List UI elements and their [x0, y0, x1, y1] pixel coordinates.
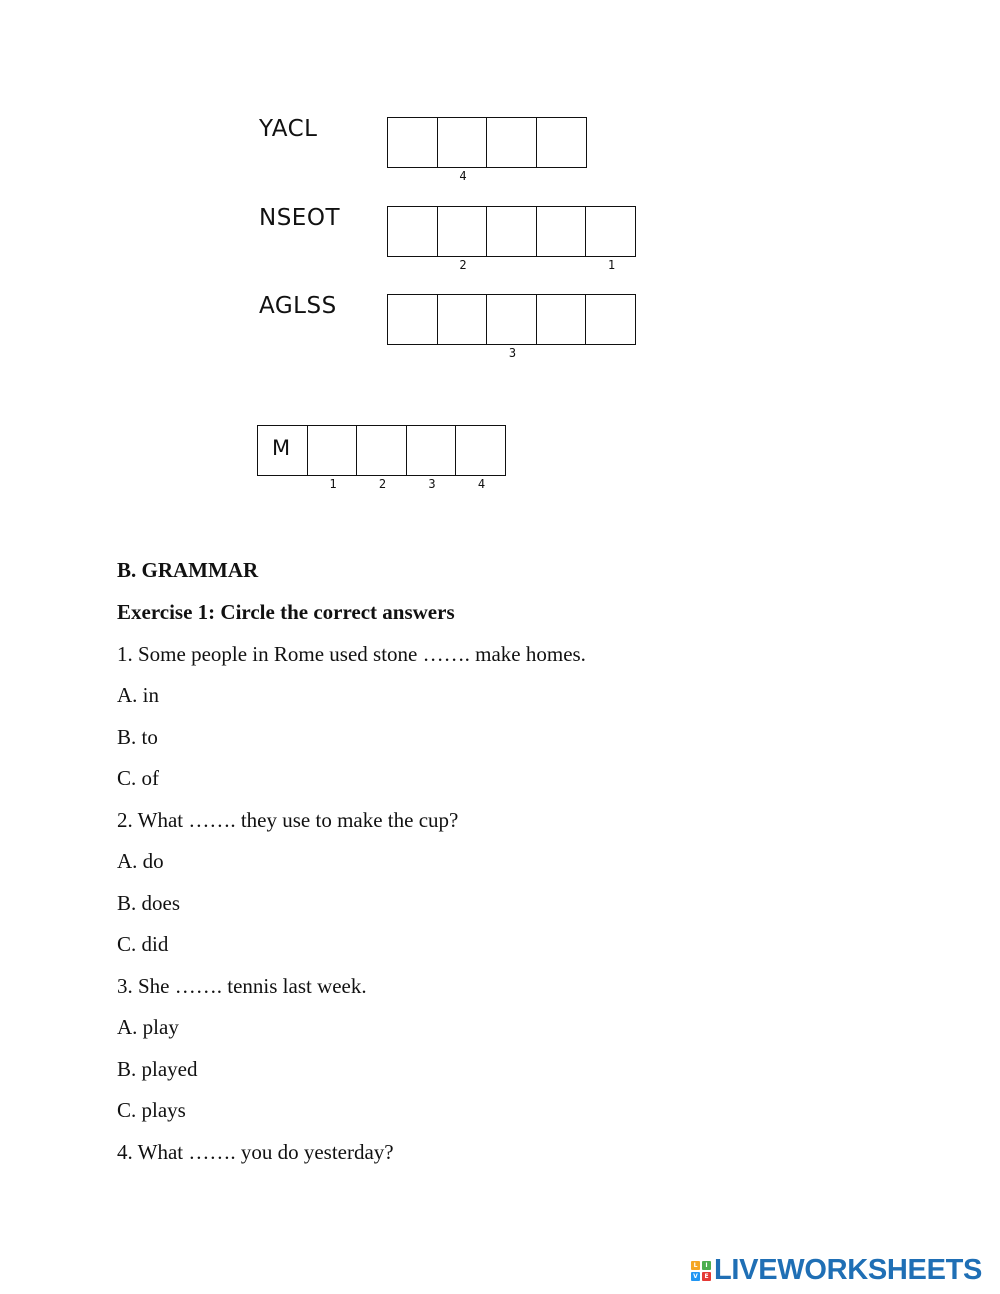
question-4: 4. What ……. you do yesterday? [117, 1140, 394, 1164]
puzzle-label-2: NSEOT [259, 205, 340, 231]
puzzle-label-1: YACL [259, 116, 318, 142]
letter-box[interactable] [486, 206, 537, 257]
exercise-title: Exercise 1: Circle the correct answers [117, 600, 455, 624]
logo-tile: V [691, 1272, 700, 1281]
option-1c[interactable]: C. of [117, 766, 159, 790]
question-3: 3. She ……. tennis last week. [117, 974, 367, 998]
puzzle-label-3: AGLSS [259, 293, 337, 319]
option-2c[interactable]: C. did [117, 932, 169, 956]
logo-tile: E [702, 1272, 711, 1281]
letter-box[interactable] [536, 294, 587, 345]
logo-tile: I [702, 1261, 711, 1270]
letter-box[interactable]: 2 [356, 425, 407, 476]
letter-box[interactable]: 1 [307, 425, 358, 476]
letter-box[interactable] [536, 117, 587, 168]
option-3a[interactable]: A. play [117, 1015, 179, 1039]
letter-box[interactable]: 3 [406, 425, 457, 476]
section-title: B. GRAMMAR [117, 558, 259, 582]
option-1b[interactable]: B. to [117, 725, 158, 749]
logo-text: LIVEWORKSHEETS [714, 1254, 983, 1286]
option-1a[interactable]: A. in [117, 683, 159, 707]
letter-box[interactable]: 3 [486, 294, 537, 345]
letter-box[interactable] [387, 294, 438, 345]
option-3b[interactable]: B. played [117, 1057, 198, 1081]
letter-box[interactable]: 4 [437, 117, 488, 168]
logo-tile: L [691, 1261, 700, 1270]
puzzle-boxes-3 [387, 294, 635, 360]
letter-box[interactable] [585, 294, 636, 345]
liveworksheets-logo [691, 1254, 982, 1287]
letter-box[interactable] [486, 117, 537, 168]
puzzle-boxes-2 [387, 206, 635, 272]
letter-box[interactable] [387, 206, 438, 257]
question-1: 1. Some people in Rome used stone ……. make homes. [117, 642, 586, 666]
letter-box[interactable] [437, 294, 488, 345]
option-3c[interactable]: C. plays [117, 1098, 186, 1122]
logo-tiles-icon [691, 1261, 711, 1281]
letter-box[interactable] [387, 117, 438, 168]
puzzle-boxes-1 [387, 117, 585, 183]
letter-box[interactable] [536, 206, 587, 257]
option-2b[interactable]: B. does [117, 891, 180, 915]
letter-box[interactable]: 2 [437, 206, 488, 257]
letter-box[interactable]: 4 [455, 425, 506, 476]
question-2: 2. What ……. they use to make the cup? [117, 808, 459, 832]
letter-box: M [257, 425, 308, 476]
option-2a[interactable]: A. do [117, 849, 164, 873]
answer-word-boxes [257, 425, 505, 491]
letter-box[interactable]: 1 [585, 206, 636, 257]
